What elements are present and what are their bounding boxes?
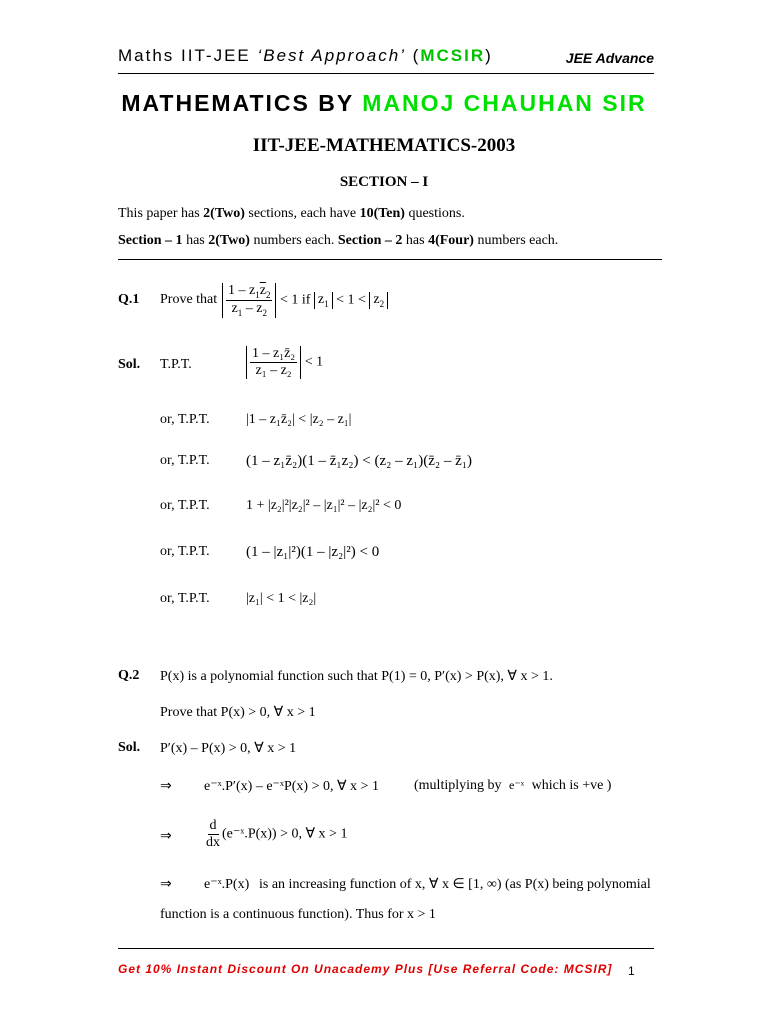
step-label: or, T.P.T. bbox=[160, 412, 210, 427]
fraction bbox=[226, 283, 272, 318]
subscript: 2 bbox=[262, 307, 267, 318]
solution-note bbox=[414, 778, 611, 794]
abs-bars bbox=[222, 283, 276, 318]
note-text: which is +ve ) bbox=[531, 778, 612, 793]
header-paren-close: ) bbox=[485, 46, 493, 65]
sol1-step-5: |z₁| < 1 < |z₂| bbox=[246, 591, 317, 606]
question-label: Q.1 bbox=[118, 292, 140, 307]
header-divider bbox=[118, 73, 654, 74]
subscript: 1 bbox=[237, 307, 243, 318]
intro-divider bbox=[118, 259, 662, 260]
intro-bold: 4(Four) bbox=[428, 233, 474, 248]
page-title bbox=[0, 90, 768, 117]
header-paren-open: ( bbox=[405, 46, 421, 65]
solution-text: function is a continuous function). Thus for x > 1 bbox=[160, 907, 436, 922]
condition-text: < 1 < bbox=[332, 292, 370, 308]
header-brand: MCSIR bbox=[420, 46, 486, 65]
sol1-step-3: 1 + |z₂|²|z₂|² – |z₁|² – |z₂|² < 0 bbox=[246, 498, 402, 513]
intro-bold: Section – 2 bbox=[337, 233, 403, 248]
numerator: d bbox=[209, 818, 217, 833]
solution-label: Sol. bbox=[118, 357, 141, 372]
implies-arrow: ⇒ bbox=[160, 829, 172, 844]
intro-text: sections, each have bbox=[244, 206, 360, 221]
step-label: or, T.P.T. bbox=[160, 591, 210, 606]
step-label: or, T.P.T. bbox=[160, 544, 210, 559]
page-number: 1 bbox=[628, 964, 635, 978]
intro-line-2 bbox=[118, 233, 558, 249]
section-title: SECTION – I bbox=[339, 174, 429, 190]
intro-text: This paper has bbox=[118, 206, 204, 221]
intro-bold: 2(Two) bbox=[208, 233, 250, 248]
intro-text: has bbox=[402, 233, 429, 248]
header-subject: Maths IIT-JEE bbox=[118, 46, 258, 65]
num-part-conj: $\overline{z}$ bbox=[259, 283, 266, 298]
abs-z2 bbox=[369, 292, 388, 309]
solution-math: e⁻ˣ.P′(x) – e⁻ˣP(x) > 0, ∀ x > 1 bbox=[204, 779, 379, 794]
question-text: Prove that P(x) > 0, ∀ x > 1 bbox=[160, 705, 316, 720]
intro-text: numbers each. bbox=[249, 233, 338, 248]
fraction bbox=[250, 346, 297, 379]
question-text: P(x) is a polynomial function such that P(1) = 0, P′(x) > P(x), ∀ x > 1. bbox=[160, 669, 553, 684]
solution-text: is an increasing function of x, ∀ x ∈ [1, ∞) (as P(x) being polynomial bbox=[259, 877, 651, 892]
title-prefix: MATHEMATICS BY bbox=[121, 90, 363, 116]
subscript: 2 bbox=[265, 289, 271, 300]
question-text: Prove that bbox=[160, 292, 218, 307]
running-header bbox=[118, 46, 493, 66]
subscript: 2 bbox=[379, 298, 385, 309]
abs-bars bbox=[246, 346, 301, 379]
intro-line-1 bbox=[118, 206, 465, 222]
intro-bold: 10(Ten) bbox=[359, 206, 405, 221]
paper-title: IIT-JEE-MATHEMATICS-2003 bbox=[252, 135, 516, 156]
intro-text: has bbox=[182, 233, 209, 248]
intro-text: numbers each. bbox=[473, 233, 559, 248]
den-part: – z bbox=[242, 300, 263, 316]
denominator bbox=[230, 301, 269, 318]
step-label: or, T.P.T. bbox=[160, 453, 210, 468]
numerator bbox=[226, 283, 272, 301]
intro-bold: Section – 1 bbox=[118, 233, 183, 248]
rhs: < 1 bbox=[301, 354, 324, 370]
solution-math bbox=[204, 818, 347, 851]
note-math: e⁻ˣ bbox=[509, 778, 525, 792]
sol1-step-1: |1 – z₁z̄₂| < |z₂ – z₁| bbox=[246, 412, 352, 427]
derivative-fraction bbox=[204, 818, 222, 851]
header-tagline: ‘Best Approach’ bbox=[257, 46, 406, 65]
title-author: MANOJ CHAUHAN SIR bbox=[362, 90, 647, 116]
denominator: dx bbox=[206, 835, 220, 850]
subscript: 1 bbox=[255, 289, 260, 300]
var: z bbox=[317, 291, 325, 307]
step-label: T.P.T. bbox=[160, 357, 192, 372]
footer-divider bbox=[118, 948, 654, 949]
q1-expression bbox=[222, 283, 388, 318]
intro-bold: 2(Two) bbox=[203, 206, 245, 221]
derivative-expr: (e⁻ˣ.P(x)) > 0, ∀ x > 1 bbox=[222, 826, 348, 842]
question-label: Q.2 bbox=[118, 668, 140, 683]
var: z bbox=[373, 291, 380, 307]
sol1-step-4: (1 – |z₁|²)(1 – |z₂|²) < 0 bbox=[246, 544, 380, 560]
note-text: (multiplying by bbox=[414, 778, 502, 793]
implies-arrow: ⇒ bbox=[160, 779, 172, 794]
implies-arrow: ⇒ bbox=[160, 877, 172, 892]
condition-text: < 1 if bbox=[276, 292, 314, 308]
header-exam: JEE Advance bbox=[565, 50, 654, 66]
num-part: 1 – z bbox=[228, 283, 256, 298]
numerator: 1 – z₁z̄₂ bbox=[252, 346, 296, 361]
subscript: 1 bbox=[324, 298, 329, 309]
footer-promo: Get 10% Instant Discount On Unacademy Plus [Use Referral Code: MCSIR] bbox=[118, 962, 613, 976]
step-label: or, T.P.T. bbox=[160, 498, 210, 513]
abs-z1 bbox=[314, 292, 333, 309]
solution-label: Sol. bbox=[118, 740, 141, 755]
denominator: z₁ – z₂ bbox=[255, 363, 292, 378]
sol1-step-0 bbox=[246, 346, 323, 379]
den-part: z bbox=[231, 300, 238, 316]
sol1-step-2: (1 – z₁z̄₂)(1 – z̄₁z₂) < (z₂ – z₁)(z̄₂ – z̄₁) bbox=[246, 453, 473, 469]
intro-text: questions. bbox=[404, 206, 465, 221]
solution-line: P′(x) – P(x) > 0, ∀ x > 1 bbox=[160, 741, 297, 756]
solution-math: e⁻ˣ.P(x) bbox=[204, 877, 250, 892]
